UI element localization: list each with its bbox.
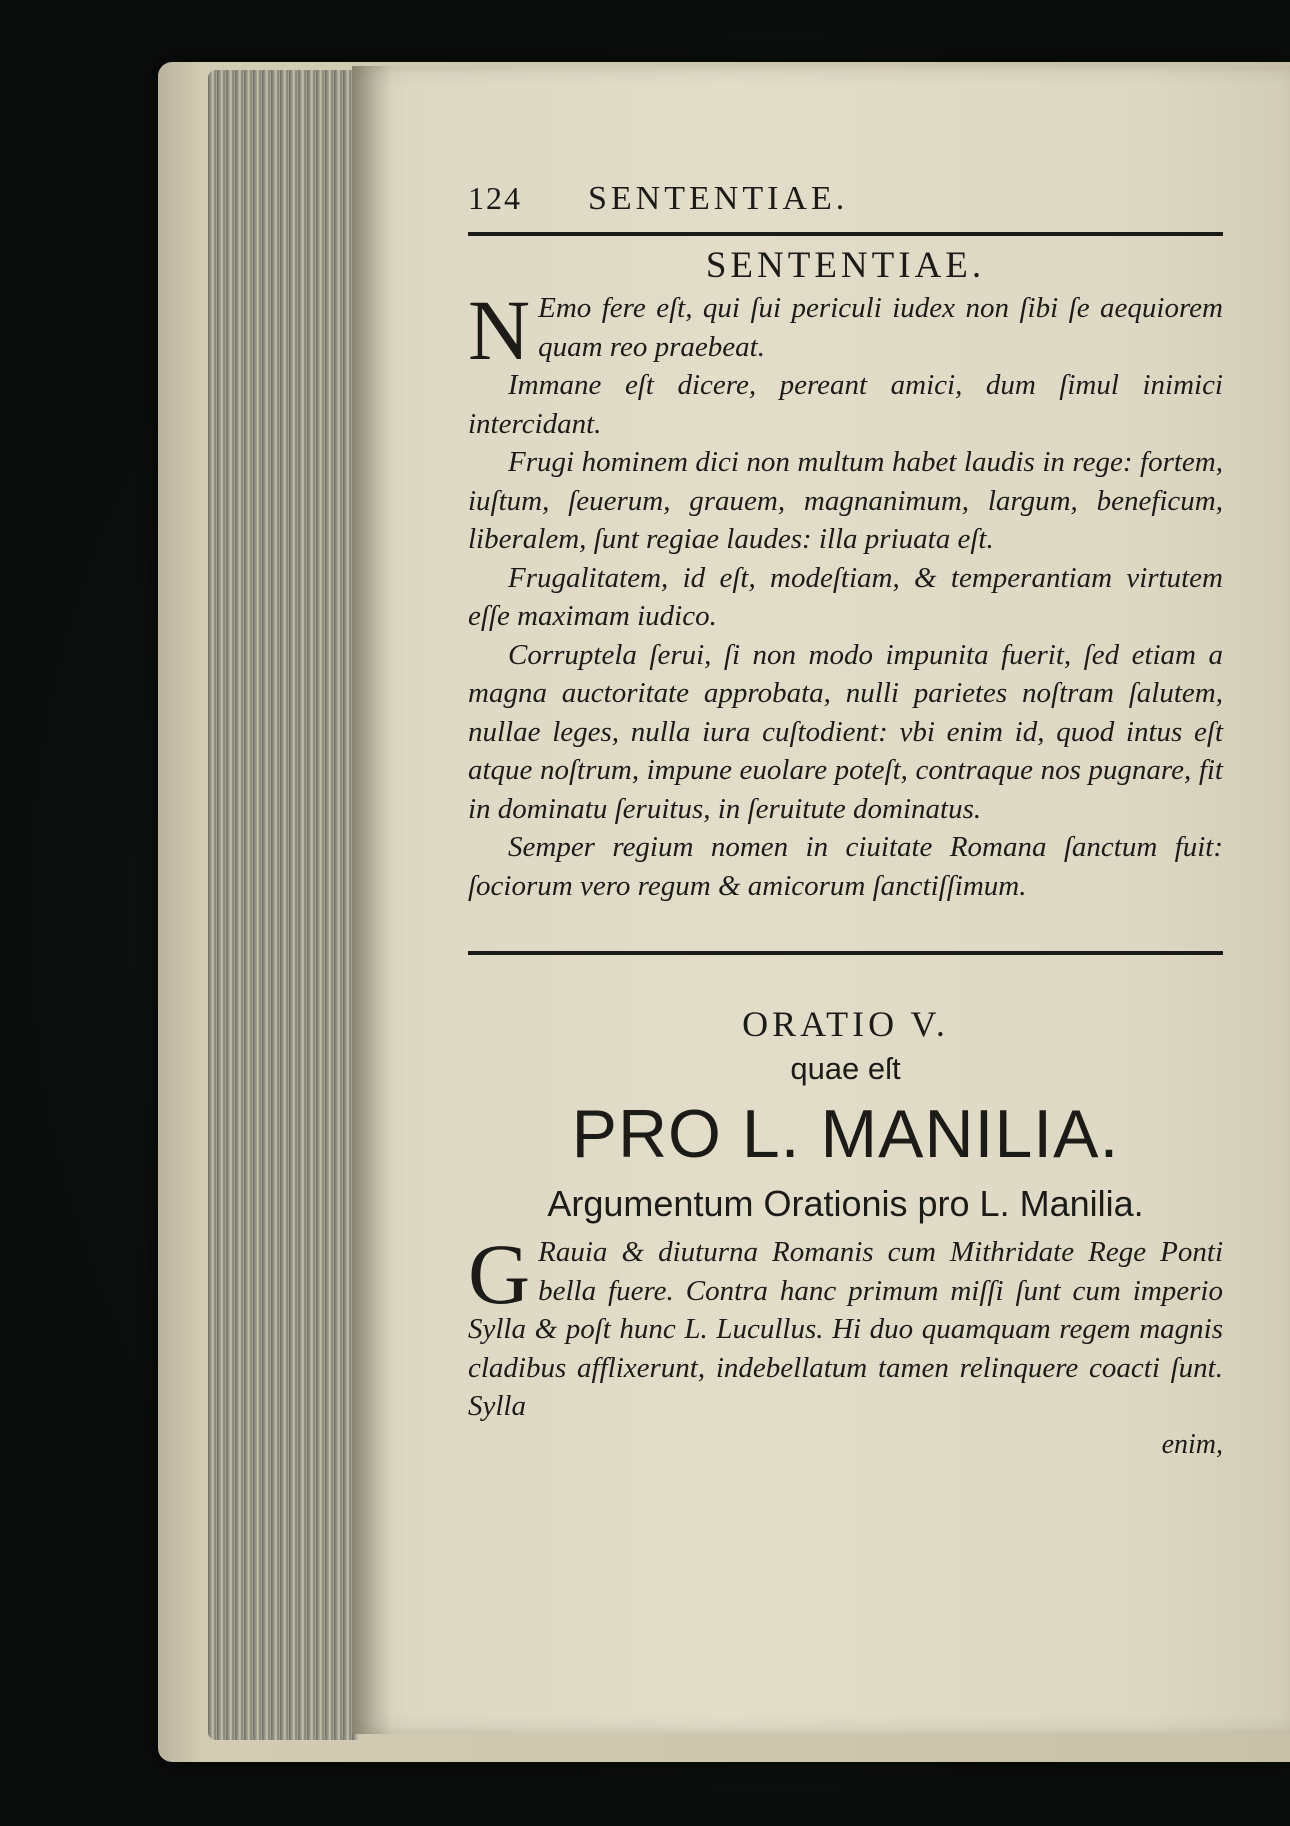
page-content (468, 180, 1223, 1464)
gutter-shadow (352, 66, 392, 1734)
argument-text: Rauia & diuturna Romanis cum Mithridate Rege Ponti bella fuere. Contra hanc primum miſſi ſunt cum imperio Sylla & poſt hunc L. Lucullus. Hi duo quamquam regem magnis cladibus afflixerunt, indebellatum tamen relinquere coacti ſunt. Sylla (468, 1236, 1223, 1422)
argument-text-block (468, 1226, 1223, 1464)
oration-qualifier: quae eſt (790, 1051, 901, 1086)
section-divider (468, 951, 1223, 955)
sententia-6: Semper regium nomen in ciuitate Romana ſanctum fuit: ſociorum vero regum & amicorum ſanctiſſimum. (468, 831, 1223, 902)
dropcap-n: N (468, 282, 531, 378)
sententia-3: Frugi hominem dici non multum habet laudis in rege: fortem, iuſtum, ſeuerum, grauem, magnanimum, largum, beneficum, liberalem, ſunt regiae laudes: illa priuata eſt. (468, 446, 1223, 555)
argument-heading: Argumentum Orationis pro L. Manilia. (547, 1183, 1144, 1224)
running-head (468, 180, 1223, 226)
page-edges (208, 70, 358, 1740)
oration-title: PRO L. MANILIA. (571, 1096, 1120, 1172)
catchword: enim, (1161, 1428, 1223, 1460)
header-rule (468, 232, 1223, 236)
argument-paragraph (468, 1226, 1223, 1426)
dropcap-g: G (468, 1226, 531, 1322)
section-title: SENTENTIAE. (705, 245, 986, 286)
sententia-2: Immane eſt dicere, pereant amici, dum ſimul inimici intercidant. (468, 369, 1223, 440)
sententia-1 (468, 282, 1223, 378)
oration-number: ORATIO V. (742, 1004, 949, 1044)
page-number: 124 (468, 180, 522, 216)
sententia-1-text: Emo fere eſt, qui ſui periculi iudex non ſibi ſe aequiorem quam reo praebeat. (538, 292, 1223, 363)
sententia-4: Frugalitatem, id eſt, modeſtiam, & temperantiam virtutem eſſe maximam iudico. (468, 561, 1223, 632)
sententia-5: Corruptela ſerui, ſi non modo impunita fuerit, ſed etiam a magna auctoritate approbata, nulli parietes noſtram ſalutem, nullae leges, nulla iura cuſtodient: vbi enim id, quod intus eſt atque noſtrum, impune euolare poteſt, contraque nos pugnare, fit in dominatu ſeruitus, in ſeruitute dominatus. (468, 638, 1223, 825)
sententiae-text (468, 282, 1223, 905)
running-title: SENTENTIAE. (588, 180, 849, 217)
